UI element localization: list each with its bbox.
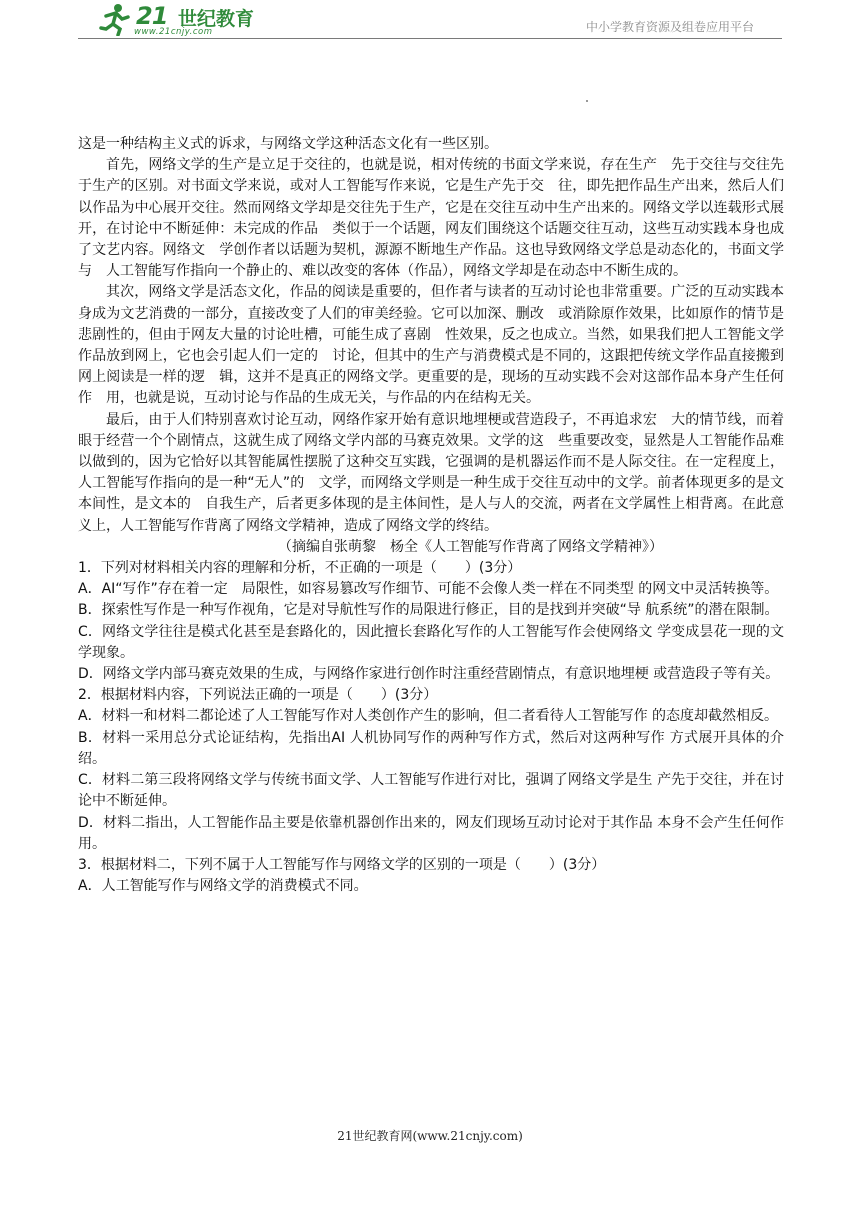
logo-number: 21 <box>136 2 168 30</box>
header-tagline: 中小学教育资源及组卷应用平台 <box>585 20 754 34</box>
question-1-option-c: C．网络文学往往是模式化甚至是套路化的，因此擅长套路化写作的人工智能写作会使网络文 学变成昙花一现的文学现象。 <box>78 623 784 661</box>
question-2-option-a: A．材料一和材料二都论述了人工智能写作对人类创作产生的影响，但二者看待人工智能写作 的态度却截然相反。 <box>78 708 779 725</box>
paragraph-1: 这是一种结构主义式的诉求，与网络文学这种活态文化有一些区别。 <box>78 136 498 152</box>
paragraph-4: 最后，由于人们特别喜欢讨论互动，网络作家开始有意识地埋梗或营造段子，不再追求宏 大的情节线，而着眼于经营一个个剧情点，这就生成了网络文学内部的马赛克效果。文学的这 些重要改变，显然是人工智能作品难以做到的，因为它恰好以其智能属性摆脱了这种交互实践，它强调的是机器运作而不是人际交往。在一定程度上，人工智能写作指向的是一种“无人”的 文学，而网络文学则是一种生成于交往互动中的文学。前者体现更多的是文本间性，是文本的 自我生产，后者更多体现的是主体间性，是人与人的交流，两者在文学属性上相背离。在此意 义上，人工智能写作背离了网络文学精神，造成了网络文学的终结。 <box>78 411 798 534</box>
question-1-option-a: A．AI“写作”存在着一定 局限性，如容易篡改写作细节、可能不会像人类一样在不同类型 的网文中灵活转换等。 <box>78 581 779 598</box>
question-3-option-a: A．人工智能写作与网络文学的消费模式不同。 <box>78 878 368 895</box>
logo-url: www.21cnjy.com <box>134 27 213 37</box>
paragraph-3: 其次，网络文学是活态文化，作品的阅读是重要的，但作者与读者的互动讨论也非常重要。广泛的互动实践本身成为文艺消费的一部分，直接改变了人们的审美经验。它可以加深、删改 或消除原作效果，比如原作的情节是悲剧性的，但由于网友大量的讨论吐槽，可能生成了喜剧 性效果，反之也成立。当然，如果我们把人工智能文学作品放到网上，它也会引起人们一定的 讨论，但其中的生产与消费模式是不同的，这跟把传统文学作品直接搬到网上阅读是一样的逻 辑，这并不是真正的网络文学。更重要的是，现场的互动实践不会对这部作品本身产生任何作 用，也就是说，互动讨论与作品的生成无关，与作品的内在结构无关。 <box>78 284 784 407</box>
question-1-option-d: D．网络文学内部马赛克效果的生成，与网络作家进行创作时注重经营剧情点，有意识地埋梗 或营造段子等有关。 <box>78 666 780 683</box>
source-citation: （摘编自张萌黎 杨全《人工智能写作背离了网络文学精神》） <box>278 538 663 555</box>
question-2-option-d: D．材料二指出，人工智能作品主要是依靠机器创作出来的，网友们现场互动讨论对于其作品 本身不会产生任何作用。 <box>78 814 784 852</box>
page-header <box>78 0 782 39</box>
question-3-stem: 3．根据材料二，下列不属于人工智能写作与网络文学的区别的一项是（ ）(3分） <box>78 856 606 873</box>
logo-text: 世纪教育 <box>178 8 255 30</box>
question-2-stem: 2．根据材料内容，下列说法正确的一项是（ ）(3分） <box>78 687 438 704</box>
question-2-option-c: C．材料二第三段将网络文学与传统书面文学、人工智能写作进行对比，强调了网络文学是生 产先于交往，并在讨论中不断延伸。 <box>78 772 784 810</box>
paragraph-2: 首先，网络文学的生产是立足于交往的，也就是说，相对传统的书面文学来说，存在生产 先于交往与交往先于生产的区别。对书面文学来说，或对人工智能写作来说，它是生产先于交 往，即先把作品生产出来，然后人们以作品为中心展开交往。然而网络文学却是交往先于生产，它是在交往互动中生产出来的。网络文学以连载形式展开，在讨论中不断延伸：未完成的作品 类似于一个话题，网友们围绕这个话题交往互动，这些互动实践本身也成了文艺内容。网络文 学创作者以话题为契机，源源不断地生产作品。这也导致网络文学总是动态化的，书面文学与 人工智能写作指向一个静止的、难以改变的客体（作品），网络文学却是在动态中不断生成的。 <box>78 157 784 280</box>
stray-dot <box>586 100 588 102</box>
question-1-option-b: B．探索性写作是一种写作视角，它是对导航性写作的局限进行修正，目的是找到并突破“导 航系统”的潜在限制。 <box>78 602 779 619</box>
site-logo[interactable] <box>98 2 298 36</box>
page-footer: 21世纪教育网(www.21cnjy.com) <box>337 1129 523 1143</box>
question-2-option-b: B．材料一采用总分式论证结构，先指出AI 人机协同写作的两种写作方式，然后对这两种写作 方式展开具体的介绍。 <box>78 729 784 767</box>
runner-logo-icon <box>98 2 132 36</box>
question-1-stem: 1．下列对材料相关内容的理解和分析，不正确的一项是（ ）(3分） <box>78 560 522 577</box>
document-body <box>78 134 798 897</box>
